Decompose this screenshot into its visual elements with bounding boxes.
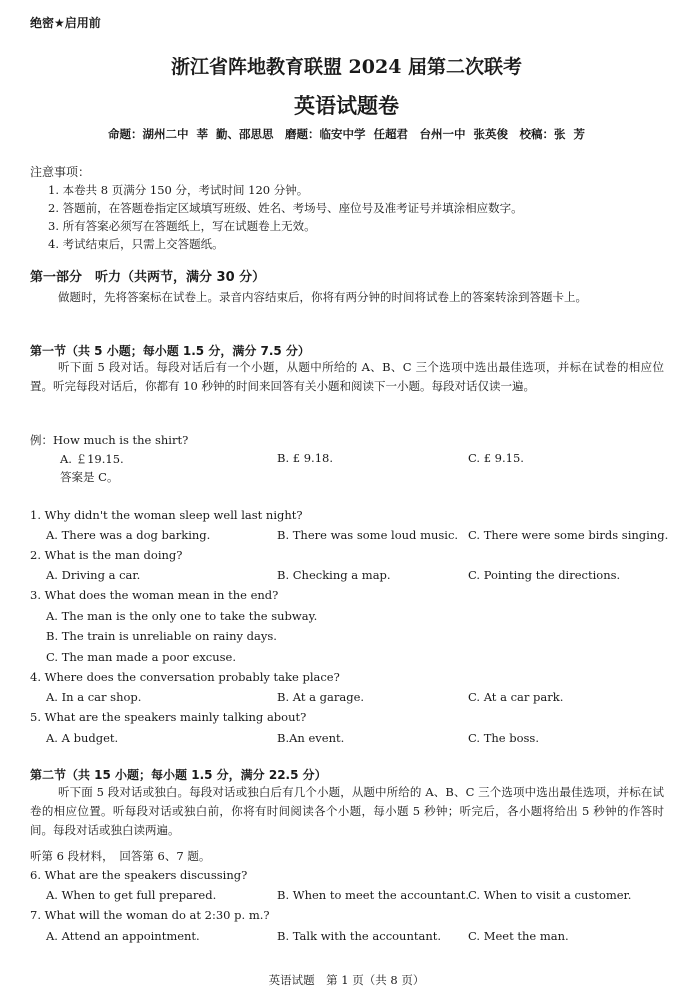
option-2b: B. Checking a map. xyxy=(277,568,391,582)
exam-subtitle: 英语试题卷 xyxy=(294,94,399,118)
authors-line: 命题：湖州二中 莘 勤、邵思思 磨题：临安中学 任超君 台州一中 张英俊 校稿：张 芳 xyxy=(107,127,585,141)
example-question: 例：How much is the shirt? xyxy=(30,433,189,447)
notice-item: 2. 答题前，在答题卷指定区域填写班级、姓名、考场号、座位号及准考证号并填涂相应数字。 xyxy=(48,201,523,215)
question-2: 2. What is the man doing? xyxy=(30,548,183,562)
option-6c: C. When to visit a customer. xyxy=(468,888,632,902)
question-7: 7. What will the woman do at 2:30 p. m.? xyxy=(30,908,270,922)
example-answer: 答案是 C。 xyxy=(60,470,119,484)
material-note: 听第 6 段材料， 回答第 6、7 题。 xyxy=(30,849,211,863)
notice-item: 1. 本卷共 8 页满分 150 分，考试时间 120 分钟。 xyxy=(48,183,309,197)
example-option-a: A. ￡19.15. xyxy=(60,452,124,466)
option-7a: A. Attend an appointment. xyxy=(46,929,200,943)
section2-title: 第二节（共 15 小题；每小题 1.5 分，满分 22.5 分） xyxy=(30,768,327,782)
question-4: 4. Where does the conversation probably take place? xyxy=(30,670,340,684)
question-6: 6. What are the speakers discussing? xyxy=(30,868,248,882)
part1-instruction: 做题时，先将答案标在试卷上。录音内容结束后，你将有两分钟的时间将试卷上的答案转涂到答题卡上。 xyxy=(58,290,587,304)
option-6b: B. When to meet the accountant. xyxy=(277,888,469,902)
option-3a: A. The man is the only one to take the subway. xyxy=(46,609,318,623)
part1-title: 第一部分 听力（共两节，满分 30 分） xyxy=(30,270,266,285)
question-3: 3. What does the woman mean in the end? xyxy=(30,588,279,602)
option-5a: A. A budget. xyxy=(46,731,119,745)
option-1c: C. There were some birds singing. xyxy=(468,528,669,542)
option-5c: C. The boss. xyxy=(468,731,539,745)
option-2a: A. Driving a car. xyxy=(46,568,141,582)
option-4a: A. In a car shop. xyxy=(46,690,142,704)
option-2c: C. Pointing the directions. xyxy=(468,568,621,582)
section1-title: 第一节（共 5 小题；每小题 1.5 分，满分 7.5 分） xyxy=(30,344,310,358)
exam-title: 浙江省阵地教育联盟 2024 届第二次联考 xyxy=(170,56,523,78)
question-1: 1. Why didn't the woman sleep well last night? xyxy=(30,508,303,522)
option-7b: B. Talk with the accountant. xyxy=(277,929,442,943)
option-1a: A. There was a dog barking. xyxy=(46,528,211,542)
option-3c: C. The man made a poor excuse. xyxy=(46,650,237,664)
section1-instruction: 听下面 5 段对话。每段对话后有一个小题，从题中所给的 A、B、C 三个选项中选出最佳选项，并标在试卷的相应位置。听完每段对话后，你都有 10 秒钟的时间来回答有关小题和阅读下一小题。每段对话仅读一遍。 xyxy=(30,360,664,393)
option-7c: C. Meet the man. xyxy=(468,929,569,943)
option-3b: B. The train is unreliable on rainy days. xyxy=(46,629,277,643)
option-5b: B.An event. xyxy=(277,731,345,745)
option-6a: A. When to get full prepared. xyxy=(46,888,217,902)
page-footer: 英语试题 第 1 页（共 8 页） xyxy=(268,973,425,987)
notice-item: 3. 所有答案必须写在答题纸上，写在试题卷上无效。 xyxy=(48,219,316,233)
option-1b: B. There was some loud music. xyxy=(277,528,459,542)
confidential-mark: 绝密★启用前 xyxy=(30,16,101,30)
example-option-b: B. £ 9.18. xyxy=(277,451,333,465)
notice-item: 4. 考试结束后，只需上交答题纸。 xyxy=(48,237,224,251)
section2-instruction: 听下面 5 段对话或独白。每段对话或独白后有几个小题，从题中所给的 A、B、C 三个选项中选出最佳选项，并标在试卷的相应位置。听每段对话或独白前，你将有时间阅读各个小题，每小题 5 秒钟；听完后，各小题将给出 5 秒钟的作答时间。每段对话或独白读两遍。 xyxy=(30,785,664,837)
option-4b: B. At a garage. xyxy=(277,690,365,704)
example-option-c: C. £ 9.15. xyxy=(468,451,524,465)
notice-title: 注意事项： xyxy=(30,165,91,179)
question-5: 5. What are the speakers mainly talking about? xyxy=(30,710,307,724)
option-4c: C. At a car park. xyxy=(468,690,564,704)
